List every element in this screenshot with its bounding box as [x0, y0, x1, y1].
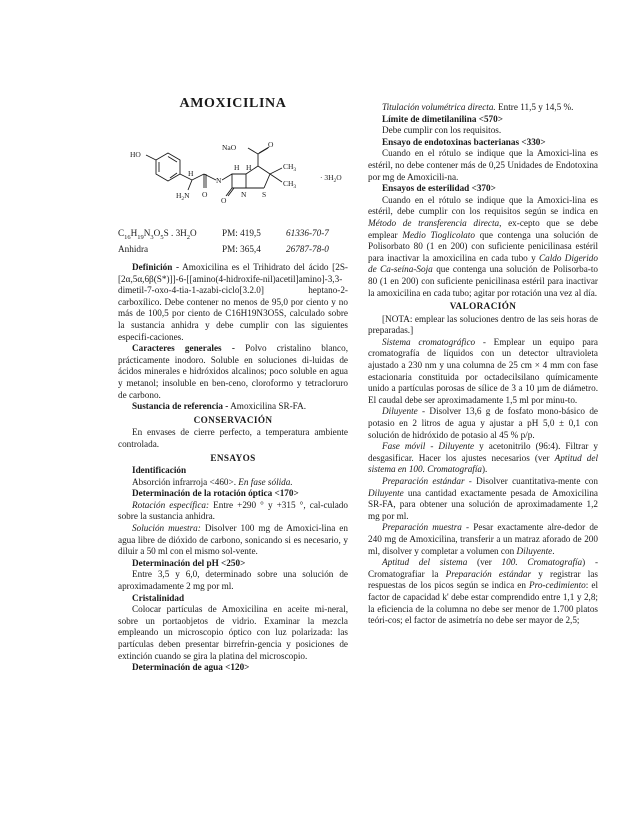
cristalinidad-paragraph: Colocar partículas de Amoxicilina en aceite mi-neral, sobre un portaobjetos de vidrio. Examinar la mezcla empleando un microscopio óptico con luz polarizada: las partículas deben presentar birrefrin-gencia y posiciones de extinción cuando se gira la platina del microscopio.	[118, 604, 348, 661]
monograph-title: AMOXICILINA	[179, 96, 287, 111]
molecular-formula: $C_{16}H_{19}N_3O_5S$ . $3H_2O$	[118, 228, 197, 241]
anhydrous-label: Anhidra	[118, 244, 149, 254]
right-column	[368, 102, 598, 627]
molecular-weight: PM: 419,5	[222, 228, 261, 238]
hydrate-label: · $3H_2O$	[320, 173, 342, 184]
cristalinidad-subheading: Cristalinidad	[132, 592, 185, 603]
ring-hydrogen-2-label: H	[246, 163, 252, 172]
dimetilanilina-paragraph: Debe cumplir con los requisitos.	[382, 125, 502, 136]
cas-number: 61336-70-7	[286, 228, 329, 238]
solucion-muestra-paragraph: Solución muestra: Disolver 100 mg de Amoxici-lina en agua libre de dióxido de carbono, sonicando si es necesario, y diluir a 50 ml con el mismo sol-vente.	[118, 523, 348, 557]
ph-paragraph: Entre 3,5 y 6,0, determinado sobre una solución de aproximadamente 2 mg por ml.	[118, 569, 348, 592]
methyl-bottom-label: $CH_3$	[283, 179, 297, 190]
cas-number-anhydrous: 26787-78-0	[286, 244, 329, 254]
endotoxinas-subheading: Ensayo de endotoxinas bacterianas <330>	[382, 136, 546, 147]
aptitud-sistema-paragraph: Aptitud del sistema (ver 100. Cromatografía) - Cromatografiar la Preparación estándar y registrar las respuestas de los picos según se indica en Pro-cedimiento: el factor de capacidad k' debe estar comprendido entre 1,1 y 2,8; la eficiencia de la columna no debe ser menor de 1.700 platos teóri-cos; el factor de asimetría no debe ser mayor de 2,5;	[368, 557, 599, 626]
amine-label: $H_2N$	[176, 191, 190, 202]
lactam-oxygen-label: O	[221, 196, 227, 205]
identificacion-paragraph: Absorción infrarroja <460>. En fase sólida.	[132, 476, 293, 487]
fase-movil-paragraph: Fase móvil - Diluyente y acetonitrilo (96:4). Filtrar y desgasificar. Hacer los ajustes necesarios (ver Aptitud del sistema en 100. Cromatografía).	[368, 441, 598, 475]
agua-subheading: Determinación de agua <120>	[132, 662, 250, 673]
left-column	[118, 262, 348, 674]
sustancia-paragraph: Sustancia de referencia - Amoxicilina SR-FA.	[132, 401, 307, 412]
ring-nitrogen-label: N	[241, 190, 247, 199]
ensayos-heading: ENSAYOS	[210, 452, 256, 463]
diluyente-paragraph: Diluyente - Disolver 13,6 g de fosfato mono-básico de potasio en 2 litros de agua y ajustar a pH 5,0 ± 0,1 con solución de hidróxido de potasio al 45 % p/p.	[368, 406, 598, 440]
rotacion-subheading: Determinación de la rotación óptica <170>	[132, 488, 299, 499]
chemical-structure	[118, 138, 358, 218]
ring-hydrogen-label: H	[234, 163, 240, 172]
preparacion-muestra-paragraph: Preparación muestra - Pesar exactamente alre-dedor de 240 mg de Amoxicilina, transferir a un matraz aforado de 200 ml, disolver y completar a volumen con Diluyente.	[368, 522, 598, 556]
ph-subheading: Determinación del pH <250>	[132, 557, 246, 568]
amoxicillin-structure-diagram	[118, 138, 358, 218]
endotoxinas-paragraph: Cuando en el rótulo se indique que la Amoxici-lina es estéril, no debe contener más de 0,25 Unidades de Endotoxina por mg de Amoxicili-na.	[368, 148, 598, 182]
sulfur-label: S	[262, 190, 267, 199]
amide-oxygen-label: O	[202, 190, 208, 199]
methyl-top-label: $CH_3$	[283, 162, 297, 173]
sodium-oxide-label: NaO	[222, 143, 237, 152]
carboxyl-oxygen-label: O	[268, 140, 274, 149]
rotacion-paragraph: Rotación específica: Entre +290 ° y +315 °, cal-culado sobre la sustancia anhidra.	[118, 499, 348, 522]
caracteres-paragraph: Caracteres generales - Polvo cristalino blanco, prácticamente inodoro. Soluble en soluciones di-luidas de ácidos minerales e hidróxidos alcalinos; poco soluble en agua y metanol; insoluble en ben-ceno, cloroformo y tetracloruro de carbono.	[118, 343, 348, 400]
nota-paragraph: [NOTA: emplear las soluciones dentro de las seis horas de preparadas.]	[368, 313, 598, 336]
dimetilanilina-subheading: Límite de dimetilanilina <570>	[382, 113, 503, 124]
esterilidad-paragraph: Cuando en el rótulo se indique que la Amoxici-lina es estéril, debe cumplir con los requisitos según se indica en Método de transferencia directa, ex-cepto que se debe emplear Medio Tioglicolato que contenga una solución de Polisorbato 80 (1 en 200) con suficiente penicilinasa estéril para inactivar la amoxicilina en cada tubo y Caldo Digerido de Ca-seína-Soja que contenga una solución de Polisorba-to 80 (1 en 200) con suficiente penicilinasa estéril para inactivar la amoxicilina en cada tubo; agitar por rotación una vez al día.	[368, 194, 599, 298]
alpha-hydrogen-label: H	[188, 169, 194, 178]
conservacion-paragraph: En envases de cierre perfecto, a temperatura ambiente controlada.	[118, 427, 348, 449]
titulacion-paragraph: Titulación volumétrica directa. Entre 11,5 y 14,5 %.	[382, 102, 574, 112]
identificacion-subheading: Identificación	[132, 465, 187, 476]
preparacion-estandar-paragraph: Preparación estándar - Disolver cuantitativa-mente con Diluyente una cantidad exactamente pesada de Amoxicilina SR-FA, para obtener una solución de aproximadamente 1,2 mg por ml.	[368, 476, 598, 521]
conservacion-heading: CONSERVACIÓN	[193, 414, 273, 425]
valoracion-heading: VALORACIÓN	[449, 301, 517, 312]
sistema-paragraph: Sistema cromatográfico - Emplear un equipo para cromatografía de líquidos con un detector ultravioleta ajustado a 230 nm y una columna de 25 cm × 4 mm con fase estacionaria constituida por octadecilsilano químicamente unido a partículas porosas de sílice de 3 a 10 µm de diámetro. El caudal debe ser aproximadamente 1,5 ml por minu-to.	[368, 336, 598, 405]
esterilidad-subheading: Ensayos de esterilidad <370>	[382, 183, 496, 194]
definicion-paragraph: Definición - Amoxicilina es el Trihidrato del ácido [2S-[2α,5α,6β(S*)]]-6-[[amino(4-hidroxife-nil)acetil]amino]-3,3-dimetil-7-oxo-4-tia-1-azabi-ciclo[3.2.0] heptano-2-carboxílico. Debe contener no menos de 95,0 por ciento y no más de 100,5 por ciento de C16H19N3O5S, calculado sobre la sustancia anhidra y debe cumplir con las siguientes especifi-caciones.	[118, 262, 348, 342]
hydroxyl-label: HO	[130, 150, 141, 159]
molecular-weight-anhydrous: PM: 365,4	[222, 244, 261, 254]
amide-nitrogen-label: N	[216, 176, 222, 185]
